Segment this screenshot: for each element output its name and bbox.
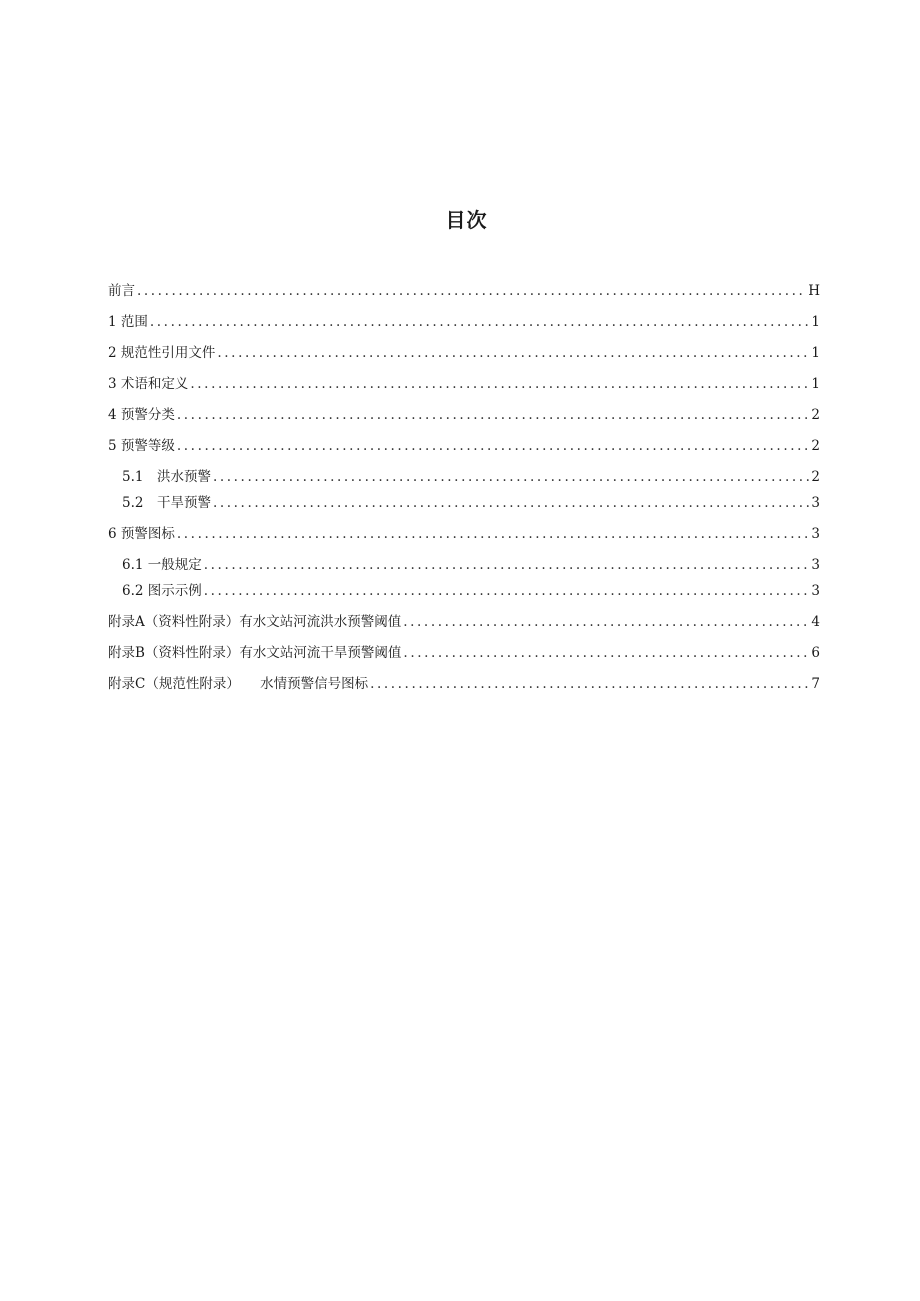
toc-dot-leader <box>215 342 809 364</box>
toc-dot-leader <box>135 280 806 302</box>
toc-entry-page: 1 <box>811 376 820 392</box>
toc-entry-label: 附录A（资料性附录）有水文站河流洪水预警阈值 <box>108 614 402 630</box>
toc-entry-drought-warning[interactable] <box>108 492 820 523</box>
toc-entry-page: 3 <box>811 557 820 573</box>
toc-dot-leader <box>202 554 810 576</box>
toc-dot-leader <box>175 435 810 457</box>
toc-entry-label: 前言 <box>108 283 135 299</box>
toc-entry-general-provisions[interactable] <box>108 554 820 580</box>
toc-entry-page: 1 <box>811 314 820 330</box>
toc-entry-label: 3 术语和定义 <box>108 376 189 392</box>
toc-entry-warning-icons[interactable] <box>108 523 820 554</box>
toc-entry-label: 附录C（规范性附录） 水情预警信号图标 <box>108 676 369 692</box>
toc-entry-page: 1 <box>811 345 820 361</box>
toc-entry-appendix-b[interactable] <box>108 642 820 673</box>
toc-entry-appendix-a[interactable] <box>108 611 820 642</box>
toc-entry-label: 6 预警图标 <box>108 526 175 542</box>
toc-entry-page: 2 <box>811 438 820 454</box>
toc-entry-normative-references[interactable] <box>108 342 820 373</box>
toc-title: 目次 <box>445 208 488 232</box>
toc-entry-label: 4 预警分类 <box>108 407 175 423</box>
toc-entry-label: 5 预警等级 <box>108 438 175 454</box>
toc-entry-label: 6.2 图示示例 <box>122 583 202 599</box>
toc-entry-flood-warning[interactable] <box>108 466 820 492</box>
toc-entry-label: 附录B（资料性附录）有水文站河流干旱预警阈值 <box>108 645 402 661</box>
toc-dot-leader <box>211 466 809 488</box>
toc-dot-leader <box>211 492 809 514</box>
toc-entry-page: H <box>808 283 820 299</box>
toc-entry-page: 4 <box>811 614 820 630</box>
toc-entry-label: 1 范围 <box>108 314 148 330</box>
toc-dot-leader <box>148 311 810 333</box>
toc-entry-warning-classification[interactable] <box>108 404 820 435</box>
toc-entry-page: 7 <box>811 676 820 692</box>
toc-entry-label: 5.1 洪水预警 <box>122 469 211 485</box>
toc-dot-leader <box>202 580 810 602</box>
toc-list <box>108 280 820 704</box>
toc-entry-page: 3 <box>811 495 820 511</box>
toc-entry-page: 6 <box>811 645 820 661</box>
toc-entry-scope[interactable] <box>108 311 820 342</box>
toc-dot-leader <box>368 673 809 695</box>
toc-entry-page: 3 <box>811 526 820 542</box>
toc-entry-label: 6.1 一般规定 <box>122 557 202 573</box>
toc-entry-page: 2 <box>811 469 820 485</box>
toc-dot-leader <box>175 404 810 426</box>
toc-entry-appendix-c[interactable] <box>108 673 820 704</box>
toc-dot-leader <box>401 642 809 664</box>
toc-dot-leader <box>188 373 809 395</box>
toc-entry-label: 5.2 干旱预警 <box>122 495 211 511</box>
toc-entry-illustration-examples[interactable] <box>108 580 820 611</box>
toc-dot-leader <box>175 523 810 545</box>
toc-entry-page: 3 <box>811 583 820 599</box>
toc-entry-foreword[interactable] <box>108 280 820 311</box>
toc-entry-terms-definitions[interactable] <box>108 373 820 404</box>
toc-dot-leader <box>401 611 809 633</box>
toc-entry-page: 2 <box>811 407 820 423</box>
toc-entry-warning-levels[interactable] <box>108 435 820 466</box>
toc-entry-label: 2 规范性引用文件 <box>108 345 216 361</box>
